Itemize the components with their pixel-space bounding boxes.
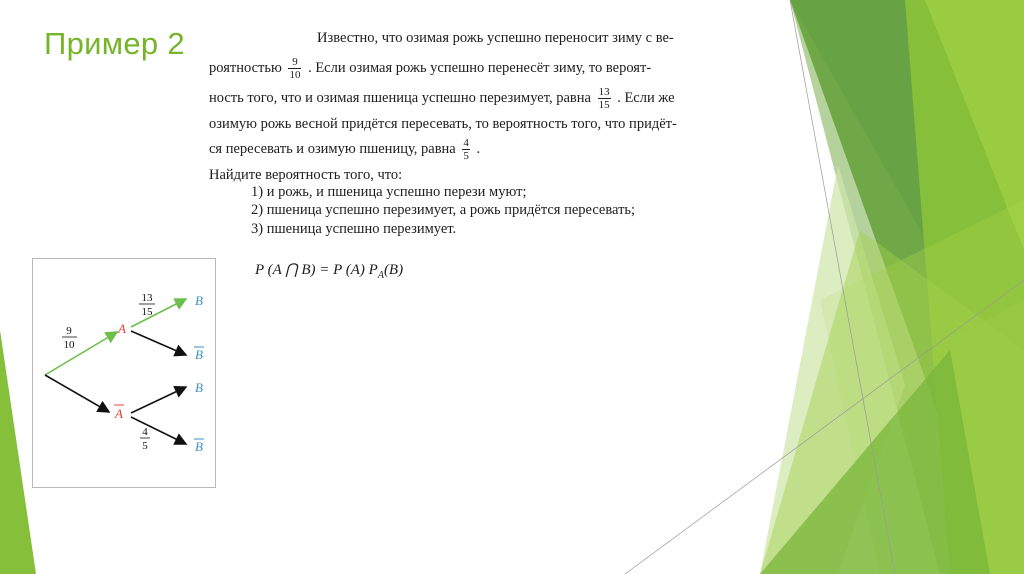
formula-right: (B): [383, 262, 404, 278]
question-item-2: 2) пшеница успешно перезимует, а рожь придётся пересевать;: [251, 202, 636, 218]
node-B1: B: [195, 293, 203, 308]
multiplication-formula: [255, 260, 403, 281]
question-text: Найдите вероятность того, что:: [209, 167, 403, 183]
node-notA: A: [115, 406, 123, 421]
fraction-numerator: 4: [463, 137, 469, 149]
edge-label-AB-num: 13: [141, 292, 153, 304]
problem-line-3: [209, 86, 675, 111]
edge-label-A-num: 9: [66, 325, 72, 337]
fraction-numerator: 9: [288, 56, 301, 69]
edge-notA-notB: [131, 417, 186, 444]
edge-A-notB: [131, 331, 186, 355]
question-item-3: 3) пшеница успешно перезимует.: [251, 221, 457, 237]
edge-A-B: [131, 299, 186, 327]
formula-subscript: A: [377, 270, 384, 281]
problem-line-3-end: . Если же: [617, 89, 675, 106]
fraction-13-15: [598, 86, 611, 111]
edge-label-AB-den: 15: [141, 306, 153, 318]
question-item-1: 1) и рожь, и пшеница успешно перези мyют;: [251, 184, 527, 200]
edge-root-notA: [45, 375, 109, 412]
fraction-9-10: [288, 56, 301, 81]
formula-left: P (A ⋂ B) = P (A) P: [255, 262, 378, 278]
problem-line-5: [209, 137, 480, 162]
problem-line-2-start: роятностью: [209, 59, 282, 76]
node-B2: B: [195, 380, 203, 395]
edge-root-A: [45, 332, 117, 375]
node-A: A: [118, 321, 126, 336]
problem-line-2: [209, 56, 651, 81]
problem-line-5-start: ся пересевать и озимую пшеницу, равна: [209, 140, 456, 157]
problem-line-3-start: ность того, что и озимая пшеница успешно перезимует, равна: [209, 89, 591, 106]
edge-label-A-den: 10: [63, 339, 75, 351]
probability-tree-diagram: [33, 259, 215, 487]
fraction-denominator: 15: [598, 99, 610, 111]
problem-line-1: Известно, что озимая рожь успешно переносит зиму с ве-: [317, 30, 674, 46]
edge-notA-B: [131, 387, 186, 413]
edge-label-notA-notB-den: 5: [142, 440, 148, 452]
fraction-4-5: [462, 137, 470, 162]
fraction-denominator: 10: [289, 69, 301, 81]
problem-line-4: озимую рожь весной придётся пересевать, то вероятность того, что придёт-: [209, 116, 677, 132]
slide-title: Пример 2: [44, 26, 185, 61]
problem-line-5-end: .: [476, 140, 481, 157]
probability-tree: [32, 258, 216, 488]
node-notB1: B: [195, 347, 203, 362]
fraction-denominator: 5: [463, 150, 469, 162]
edge-label-notA-notB-num: 4: [142, 426, 148, 438]
problem-line-2-end: . Если озимая рожь успешно перенесёт зиму, то вероят-: [308, 59, 652, 76]
node-notB2: B: [195, 439, 203, 454]
fraction-numerator: 13: [598, 86, 610, 98]
